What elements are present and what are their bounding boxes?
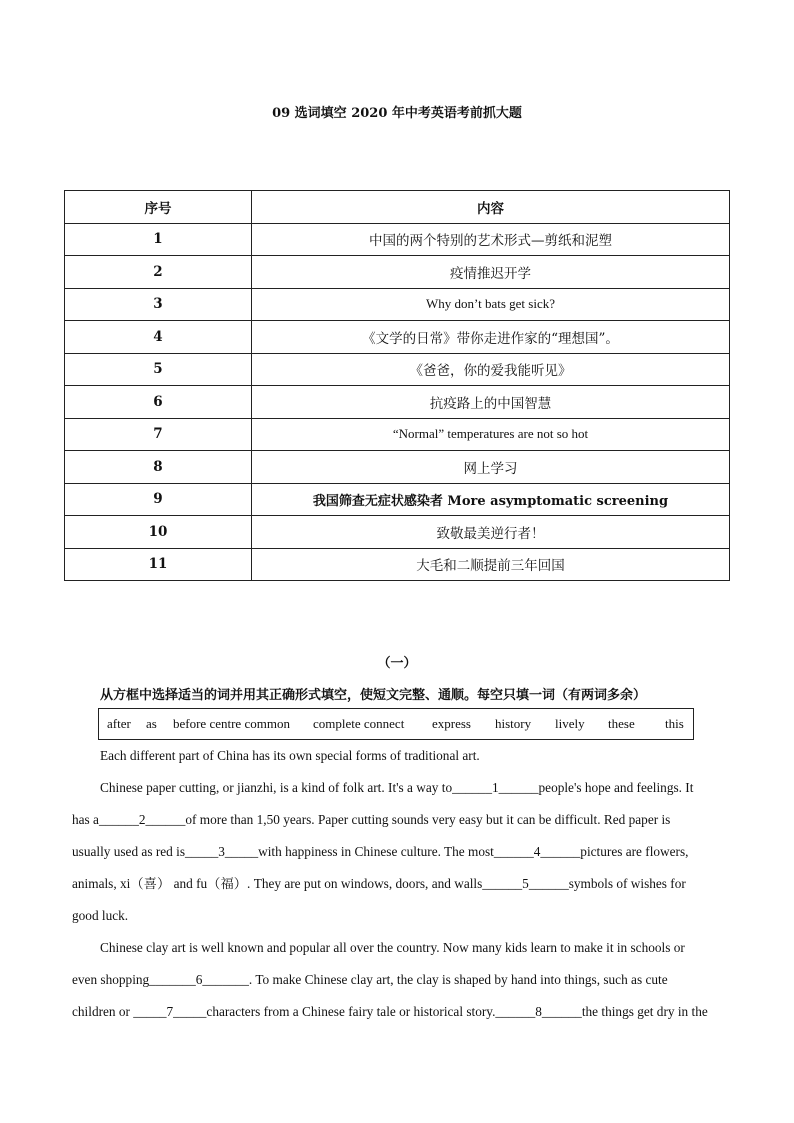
section-heading: （一） [377, 656, 417, 671]
row-content: 我国筛查无症状感染者 More asymptomatic screening [252, 483, 730, 516]
word-bank-item: express [432, 716, 471, 731]
row-number: 6 [65, 386, 252, 419]
row-content: 抗疫路上的中国智慧 [252, 386, 730, 419]
row-content: “Normal” temperatures are not so hot [252, 418, 730, 451]
passage [72, 740, 722, 1028]
passage-line: has a______2______of more than 1,50 years. Paper cutting sounds very easy but it can be difficult. Red paper is [72, 812, 671, 827]
row-number: 1 [65, 223, 252, 256]
table-row [65, 288, 730, 321]
row-number: 9 [65, 483, 252, 516]
table-row [65, 516, 730, 549]
row-content: 中国的两个特别的艺术形式—剪纸和泥塑 [252, 223, 730, 256]
topics-table [64, 190, 730, 581]
word-bank-item: after [107, 716, 131, 731]
row-number: 11 [65, 548, 252, 581]
passage-line: children or _____7_____characters from a Chinese fairy tale or historical story.______8______the things get dry in the [72, 1004, 708, 1019]
table-row [65, 418, 730, 451]
word-bank-box [98, 708, 694, 740]
row-number: 7 [65, 418, 252, 451]
row-number: 4 [65, 321, 252, 354]
row-content: 大毛和二顺提前三年回国 [252, 548, 730, 581]
row-content: 网上学习 [252, 451, 730, 484]
row-number: 10 [65, 516, 252, 549]
row-number: 3 [65, 288, 252, 321]
word-bank-item: lively [555, 716, 585, 731]
row-number: 8 [65, 451, 252, 484]
table-row [65, 321, 730, 354]
word-bank-item: this [665, 716, 684, 731]
row-number: 2 [65, 256, 252, 289]
passage-line: Each different part of China has its own special forms of traditional art. [100, 748, 480, 763]
exercise-instruction: 从方框中选择适当的词并用其正确形式填空，使短文完整、通顺。每空只填一词（有两词多余） [100, 688, 647, 703]
header-number: 序号 [65, 191, 252, 224]
table-row [65, 451, 730, 484]
row-content: 《爸爸，你的爱我能听见》 [252, 353, 730, 386]
word-bank-item: complete connect [313, 716, 405, 731]
passage-line: usually used as red is_____3_____with happiness in Chinese culture. The most______4______pictures are flowers, [72, 844, 689, 859]
passage-line: even shopping_______6_______. To make Chinese clay art, the clay is shaped by hand into things, such as cute [72, 972, 668, 987]
row-content: 致敬最美逆行者！ [252, 516, 730, 549]
row-content: Why don’t bats get sick? [252, 288, 730, 321]
word-bank-item: as [146, 716, 157, 731]
table-row [65, 353, 730, 386]
table-row [65, 548, 730, 581]
table-header-row [65, 191, 730, 224]
table-row [65, 386, 730, 419]
table-row [65, 256, 730, 289]
passage-line: Chinese paper cutting, or jianzhi, is a kind of folk art. It's a way to______1______people's hope and feelings. It [100, 780, 694, 795]
document-title: 09 选词填空 2020 年中考英语考前抓大题 [272, 106, 522, 121]
table-row [65, 483, 730, 516]
passage-line: good luck. [72, 908, 129, 923]
header-content: 内容 [252, 191, 730, 224]
word-bank-item: history [495, 716, 532, 731]
word-bank-item: before centre common [173, 716, 290, 731]
word-bank-item: these [608, 716, 635, 731]
passage-line: animals, xi（喜） and fu（福）. They are put on windows, doors, and walls______5______symbols of wishes for [72, 876, 686, 891]
row-number: 5 [65, 353, 252, 386]
table-row [65, 223, 730, 256]
passage-line: Chinese clay art is well known and popular all over the country. Now many kids learn to make it in schools or [100, 940, 685, 955]
row-content: 《文学的日常》带你走进作家的“理想国”。 [252, 321, 730, 354]
row-content: 疫情推迟开学 [252, 256, 730, 289]
